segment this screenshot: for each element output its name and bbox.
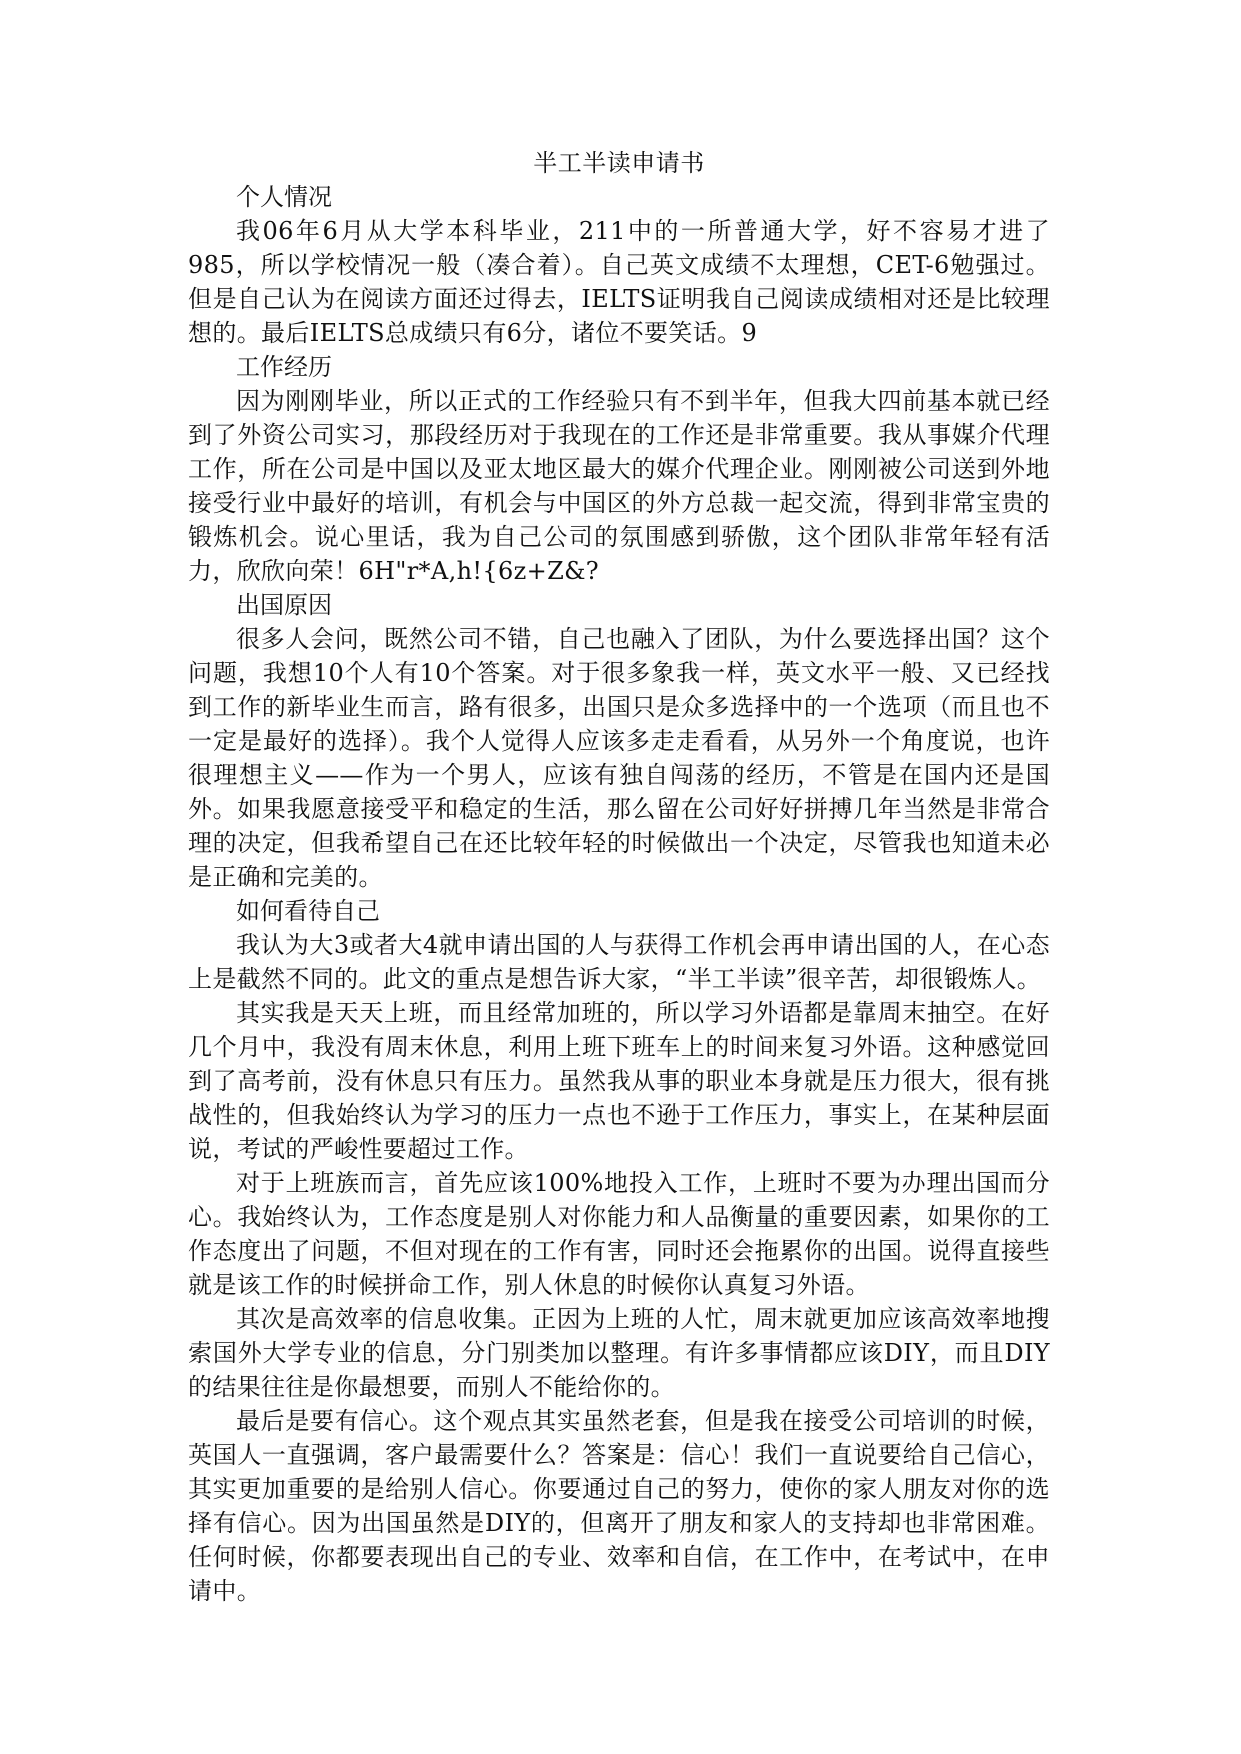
section-heading: 工作经历 [236,353,332,381]
paragraph: 其实我是天天上班，而且经常加班的，所以学习外语都是靠周末抽空。在好几个月中，我没有周末休息，利用上班下班车上的时间来复习外语。这种感觉回到了高考前，没有休息只有压力。虽然我从事的职业本身就是压力很大，很有挑战性的，但我始终认为学习的压力一点也不逊于工作压力，事实上，在某种层面说，考试的严峻性要超过工作。 [188,999,1050,1163]
document-title: 半工半读申请书 [533,149,705,177]
section-personal [188,180,1050,350]
paragraph: 我认为大3或者大4就申请出国的人与获得工作机会再申请出国的人，在心态上是截然不同的。此文的重点是想告诉大家，“半工半读”很辛苦，却很锻炼人。 [188,931,1050,993]
paragraph: 我06年6月从大学本科毕业，211中的一所普通大学，好不容易才进了985，所以学校情况一般（凑合着）。自己英文成绩不太理想，CET-6勉强过。但是自己认为在阅读方面还过得去，IELTS证明我自己阅读成绩相对还是比较理想的。最后IELTS总成绩只有6分，诸位不要笑话。9 [188,217,1050,347]
document-body [188,146,1050,1608]
paragraph: 因为刚刚毕业，所以正式的工作经验只有不到半年，但我大四前基本就已经到了外资公司实习，那段经历对于我现在的工作还是非常重要。我从事媒介代理工作，所在公司是中国以及亚太地区最大的媒介代理企业。刚刚被公司送到外地接受行业中最好的培训，有机会与中国区的外方总裁一起交流，得到非常宝贵的锻炼机会。说心里话，我为自己公司的氛围感到骄傲，这个团队非常年轻有活力，欣欣向荣！6H"r*A,h!{6z+Z&? [188,387,1050,585]
paragraph: 其次是高效率的信息收集。正因为上班的人忙，周末就更加应该高效率地搜索国外大学专业的信息，分门别类加以整理。有许多事情都应该DIY，而且DIY的结果往往是你最想要，而别人不能给你的。 [188,1305,1050,1401]
section-self-view [188,894,1050,1608]
paragraph: 很多人会问，既然公司不错，自己也融入了团队，为什么要选择出国？这个问题，我想10个人有10个答案。对于很多象我一样，英文水平一般、又已经找到工作的新毕业生而言，路有很多，出国只是众多选择中的一个选项（而且也不一定是最好的选择）。我个人觉得人应该多走走看看，从另外一个角度说，也许很理想主义——作为一个男人，应该有独自闯荡的经历，不管是在国内还是国外。如果我愿意接受平和稳定的生活，那么留在公司好好拼搏几年当然是非常合理的决定，但我希望自己在还比较年轻的时候做出一个决定，尽管我也知道未必是正确和完美的。 [188,625,1050,891]
section-heading: 如何看待自己 [236,897,380,925]
section-heading: 出国原因 [236,591,332,619]
paragraph: 最后是要有信心。这个观点其实虽然老套，但是我在接受公司培训的时候，英国人一直强调，客户最需要什么？答案是：信心！我们一直说要给自己信心，其实更加重要的是给别人信心。你要通过自己的努力，使你的家人朋友对你的选择有信心。因为出国虽然是DIY的，但离开了朋友和家人的支持却也非常困难。任何时候，你都要表现出自己的专业、效率和自信，在工作中，在考试中，在申请中。 [188,1407,1050,1605]
section-heading: 个人情况 [236,183,332,211]
section-reasons [188,588,1050,894]
section-work-experience [188,350,1050,588]
paragraph: 对于上班族而言，首先应该100%地投入工作，上班时不要为办理出国而分心。我始终认为，工作态度是别人对你能力和人品衡量的重要因素，如果你的工作态度出了问题，不但对现在的工作有害，同时还会拖累你的出国。说得直接些就是该工作的时候拼命工作，别人休息的时候你认真复习外语。 [188,1169,1050,1299]
